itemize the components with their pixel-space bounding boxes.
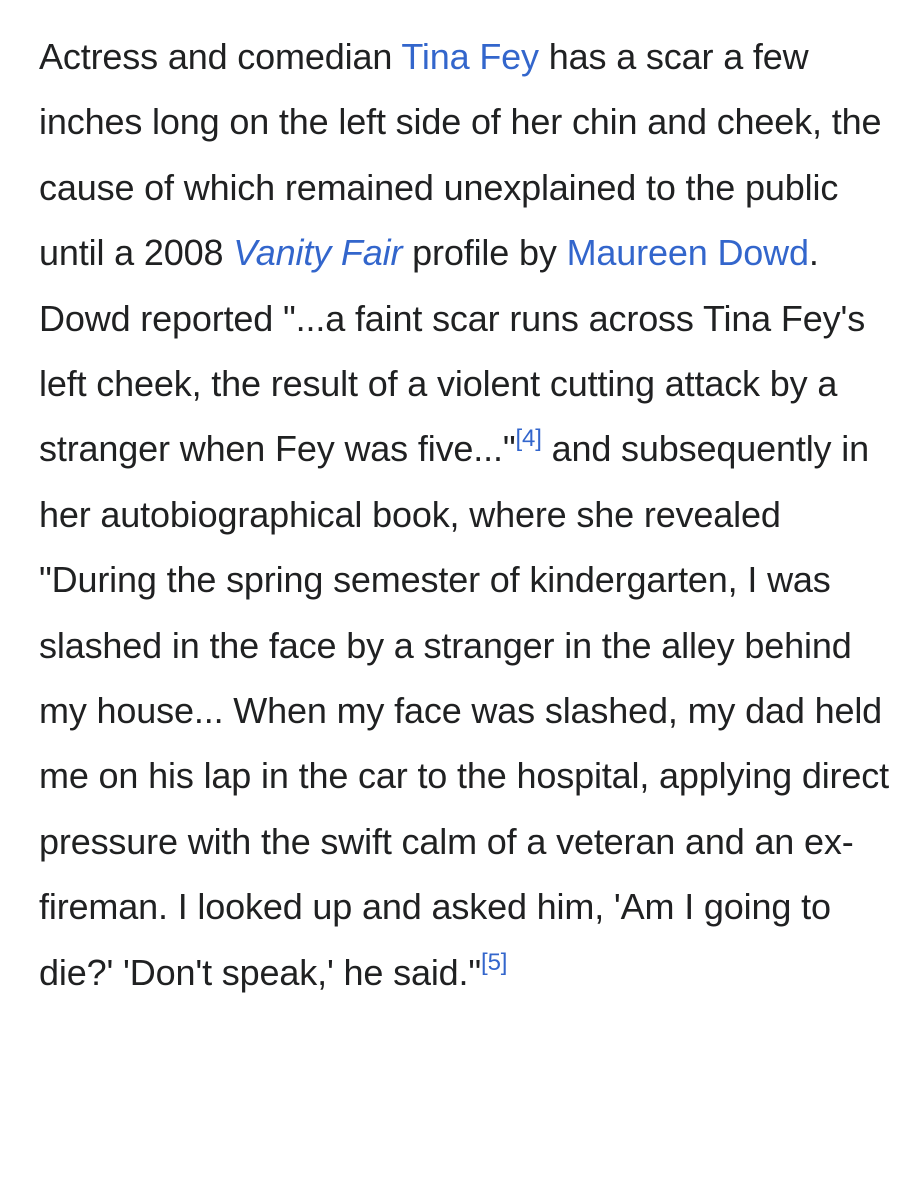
paragraph-text: Actress and comedian <box>39 36 402 77</box>
link-maureen-dowd[interactable]: Maureen Dowd <box>566 232 809 274</box>
citation-ref-5[interactable]: [5] <box>481 948 508 976</box>
citation-ref-4[interactable]: [4] <box>515 425 542 453</box>
article-paragraph <box>39 24 889 1005</box>
paragraph-text: and subsequently in her autobiographical book, where she revealed "During the spring semester of kindergarten, I was slashed in the face by a stranger in the alley behind my house... When my face was slashed, my dad held me on his lap in the car to the hospital, applying direct pressure with the swift calm of a veteran and an ex-fireman. I looked up and asked him, 'Am I going to die?' 'Don't speak,' he said." <box>39 428 889 993</box>
link-vanity-fair[interactable]: Vanity Fair <box>233 232 403 274</box>
article-body <box>39 24 889 1005</box>
link-tina-fey[interactable]: Tina Fey <box>401 36 539 77</box>
paragraph-text: has a scar a few inches long on the left side of her chin and cheek, the cause of which remained unexplained to the public until a 2008 <box>39 36 882 274</box>
paragraph-text: . Dowd reported "...a faint scar runs across Tina Fey's left cheek, the result of a violent cutting attack by a stranger when Fey was five..." <box>39 232 866 470</box>
paragraph-text: profile by <box>402 232 567 274</box>
